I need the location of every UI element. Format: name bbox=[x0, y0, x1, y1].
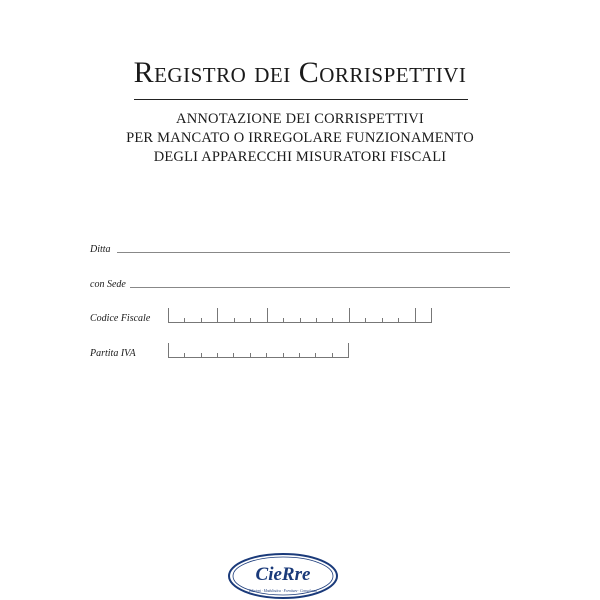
cierre-logo bbox=[226, 552, 340, 600]
box-divider bbox=[217, 308, 218, 322]
box-divider bbox=[184, 318, 185, 322]
box-divider bbox=[250, 318, 251, 322]
box-divider bbox=[201, 353, 202, 357]
sede-label: con Sede bbox=[90, 279, 126, 290]
logo-tagline: Edizioni · Modulistica · Forniture · Consulenza bbox=[249, 589, 317, 593]
title-underline bbox=[134, 99, 468, 100]
logo-brand: CieRre bbox=[255, 564, 311, 585]
box-divider bbox=[415, 308, 416, 322]
ditta-label: Ditta bbox=[90, 244, 111, 255]
box-divider bbox=[300, 318, 301, 322]
box-divider bbox=[234, 318, 235, 322]
box-divider bbox=[266, 353, 267, 357]
subtitle-line-2: PER MANCATO O IRREGOLARE FUNZIONAMENTO bbox=[126, 130, 474, 146]
box-divider bbox=[382, 318, 383, 322]
box-divider bbox=[283, 353, 284, 357]
box-divider bbox=[168, 308, 169, 322]
subtitle-line-1: ANNOTAZIONE DEI CORRISPETTIVI bbox=[176, 111, 424, 127]
box-divider bbox=[267, 308, 268, 322]
box-divider bbox=[233, 353, 234, 357]
subtitle-line-3: DEGLI APPARECCHI MISURATORI FISCALI bbox=[153, 149, 447, 165]
box-divider bbox=[217, 353, 218, 357]
box-divider bbox=[348, 343, 349, 357]
document-subtitle bbox=[0, 110, 600, 167]
box-divider bbox=[332, 353, 333, 357]
box-divider bbox=[299, 353, 300, 357]
box-divider bbox=[168, 343, 169, 357]
box-divider bbox=[398, 318, 399, 322]
sede-field[interactable] bbox=[130, 287, 510, 288]
box-divider bbox=[201, 318, 202, 322]
partita-iva-boxes[interactable] bbox=[168, 343, 349, 358]
box-divider bbox=[365, 318, 366, 322]
codice-fiscale-boxes[interactable] bbox=[168, 308, 432, 323]
ditta-field[interactable] bbox=[117, 252, 510, 253]
box-divider bbox=[184, 353, 185, 357]
box-divider bbox=[349, 308, 350, 322]
box-divider bbox=[316, 318, 317, 322]
partita-iva-label: Partita IVA bbox=[90, 348, 136, 359]
document-title: Registro dei Corrispettivi bbox=[133, 56, 467, 89]
box-divider bbox=[332, 318, 333, 322]
box-divider bbox=[315, 353, 316, 357]
box-divider bbox=[283, 318, 284, 322]
box-divider bbox=[250, 353, 251, 357]
box-divider bbox=[431, 308, 432, 322]
codice-fiscale-label: Codice Fiscale bbox=[90, 313, 151, 324]
